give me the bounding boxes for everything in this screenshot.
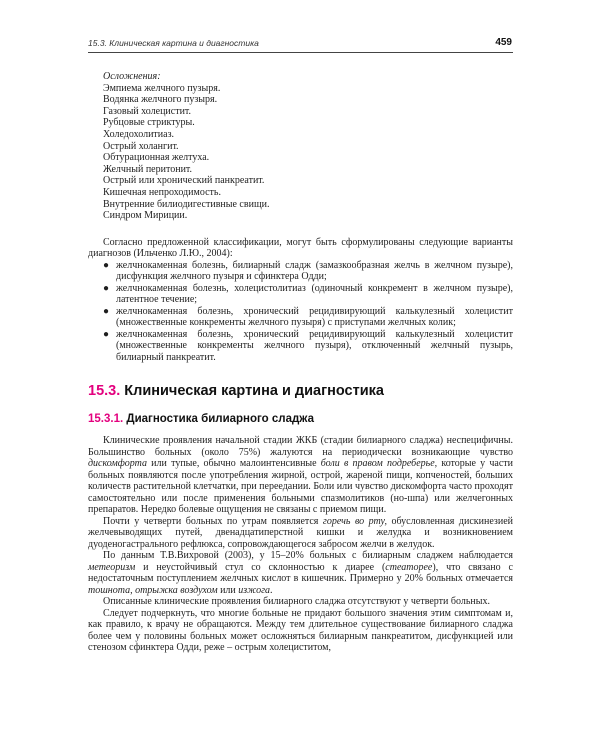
body-paragraph: Следует подчеркнуть, что многие больные не придают большого значения этим симптомам и, как правило, к врачу не обращаются. Между тем длительное существование билиарного сладжа более чем у половины больных может осложняться билиарным панкреатитом, дисфункцией или стенозом сфинктера Одди, реже – острым холециститом, <box>88 607 513 654</box>
complication-item: Рубцовые стриктуры. <box>103 117 195 129</box>
page-content <box>88 71 513 654</box>
complication-item: Желчный перитонит. <box>103 163 193 175</box>
complication-item: Газовый холецистит. <box>103 105 192 117</box>
diagnosis-variant-text: желчнокаменная болезнь, холецистолитиаз (одиночный конкремент в желчном пузыре), латентное течение; <box>116 282 513 306</box>
complication-item: Холедохолитиаз. <box>103 128 175 140</box>
emphasis: дискомфорта <box>88 458 147 470</box>
header-rule <box>88 52 513 53</box>
diagnosis-variants-list <box>88 260 513 364</box>
classification-intro: Согласно предложенной классификации, могут быть сформулированы следующие варианты диагнозов (Ильченко Л.Ю., 2004): <box>88 236 513 260</box>
complication-item: Острый или хронический панкреатит. <box>103 175 265 187</box>
section-heading <box>88 382 513 400</box>
emphasis: метеоризм <box>88 561 136 573</box>
diagnosis-variant-text: желчнокаменная болезнь, билиарный сладж (замазкообразная желчь в желчном пузыре), дисфункция желчного пузыря и сфинктера Одди; <box>116 259 513 283</box>
body-paragraph: Описанные клинические проявления билиарного сладжа отсутствуют у четверти больных. <box>103 596 490 608</box>
diagnosis-variant <box>103 283 513 306</box>
emphasis: тошнота, отрыжка воздухом <box>88 584 218 596</box>
complication-item: Внутренние билиодигестивные свищи. <box>103 198 270 210</box>
complications-list <box>88 71 513 222</box>
section-title: Клиническая картина и диагностика <box>124 383 384 400</box>
complication-item: Водянка желчного пузыря. <box>103 94 218 106</box>
diagnosis-variant-text: желчнокаменная болезнь, хронический рецидивирующий калькулезный холецистит (множественные конкременты желчного пузыря) с приступами желчных колик; <box>116 305 513 329</box>
diagnosis-variant <box>103 306 513 329</box>
emphasis: стеаторее <box>385 561 433 573</box>
body-paragraph: По данным Т.В.Вихровой (2003), у 15–20% больных с билиарным сладжем наблюдается метеоризм и неустойчивый стул со склонностью к диарее (стеаторее), что связано с недостаточным поступлением желчных кислот в кишечник. Примерно у 20% больных отмечается тошнота, отрыжка воздухом или изжога. <box>88 550 513 596</box>
subsection-number: 15.3.1. <box>88 413 124 426</box>
complication-item: Кишечная непроходимость. <box>103 186 221 198</box>
diagnosis-variant <box>103 260 513 283</box>
diagnosis-variant <box>103 329 513 364</box>
emphasis: изжога <box>238 584 271 596</box>
page-number: 459 <box>495 37 512 48</box>
running-head: 15.3. Клиническая картина и диагностика <box>88 38 259 48</box>
complication-item: Синдром Мириции. <box>103 210 188 222</box>
bullet-icon: ● <box>103 282 110 294</box>
subsection-title: Диагностика билиарного сладжа <box>126 413 314 426</box>
complication-item: Эмпиема желчного пузыря. <box>103 82 221 94</box>
bullet-icon: ● <box>103 328 110 340</box>
subsection-heading <box>88 412 513 427</box>
body-paragraph: Почти у четверти больных по утрам появляется горечь во рту, обусловленная дискинезией желчевыводящих путей, двенадцатиперстной кишки и желудка и возникновением дуоденогастрального рефлюкса, сопровождающегося забросом желчи в желудок. <box>88 515 513 550</box>
emphasis: горечь во рту, <box>322 515 387 527</box>
section-number: 15.3. <box>88 383 121 400</box>
emphasis: боли в правом подреберье, <box>320 458 438 470</box>
complication-item: Острый холангит. <box>103 140 179 152</box>
bullet-icon: ● <box>103 259 110 271</box>
body-paragraph: Клинические проявления начальной стадии ЖКБ (стадии билиарного сладжа) неспецифичны. Большинство больных (около 75%) жалуются на периодически возникающие чувство дискомфорта или тупые, обычно малоинтенсивные боли в правом подреберье, которые у части больных появляются после употребления жирной, острой, жареной пищи, копченостей, больших количеств растительной клетчатки, при переедании. Боли или чувство дискомфорта часто проходят самостоятельно или после применения больными спазмолитиков (но-шпа) или желчегонных препаратов. Нередко болевые ощущения не связаны с приемом пищи. <box>88 435 513 516</box>
complication-item: Обтурационная желтуха. <box>103 152 210 164</box>
complications-title: Осложнения: <box>103 71 161 82</box>
diagnosis-variant-text: желчнокаменная болезнь, хронический рецидивирующий калькулезный холецистит (множественные конкременты желчного пузыря), отключенный желчный пузырь, билиарный панкреатит. <box>116 328 513 363</box>
bullet-icon: ● <box>103 305 110 317</box>
